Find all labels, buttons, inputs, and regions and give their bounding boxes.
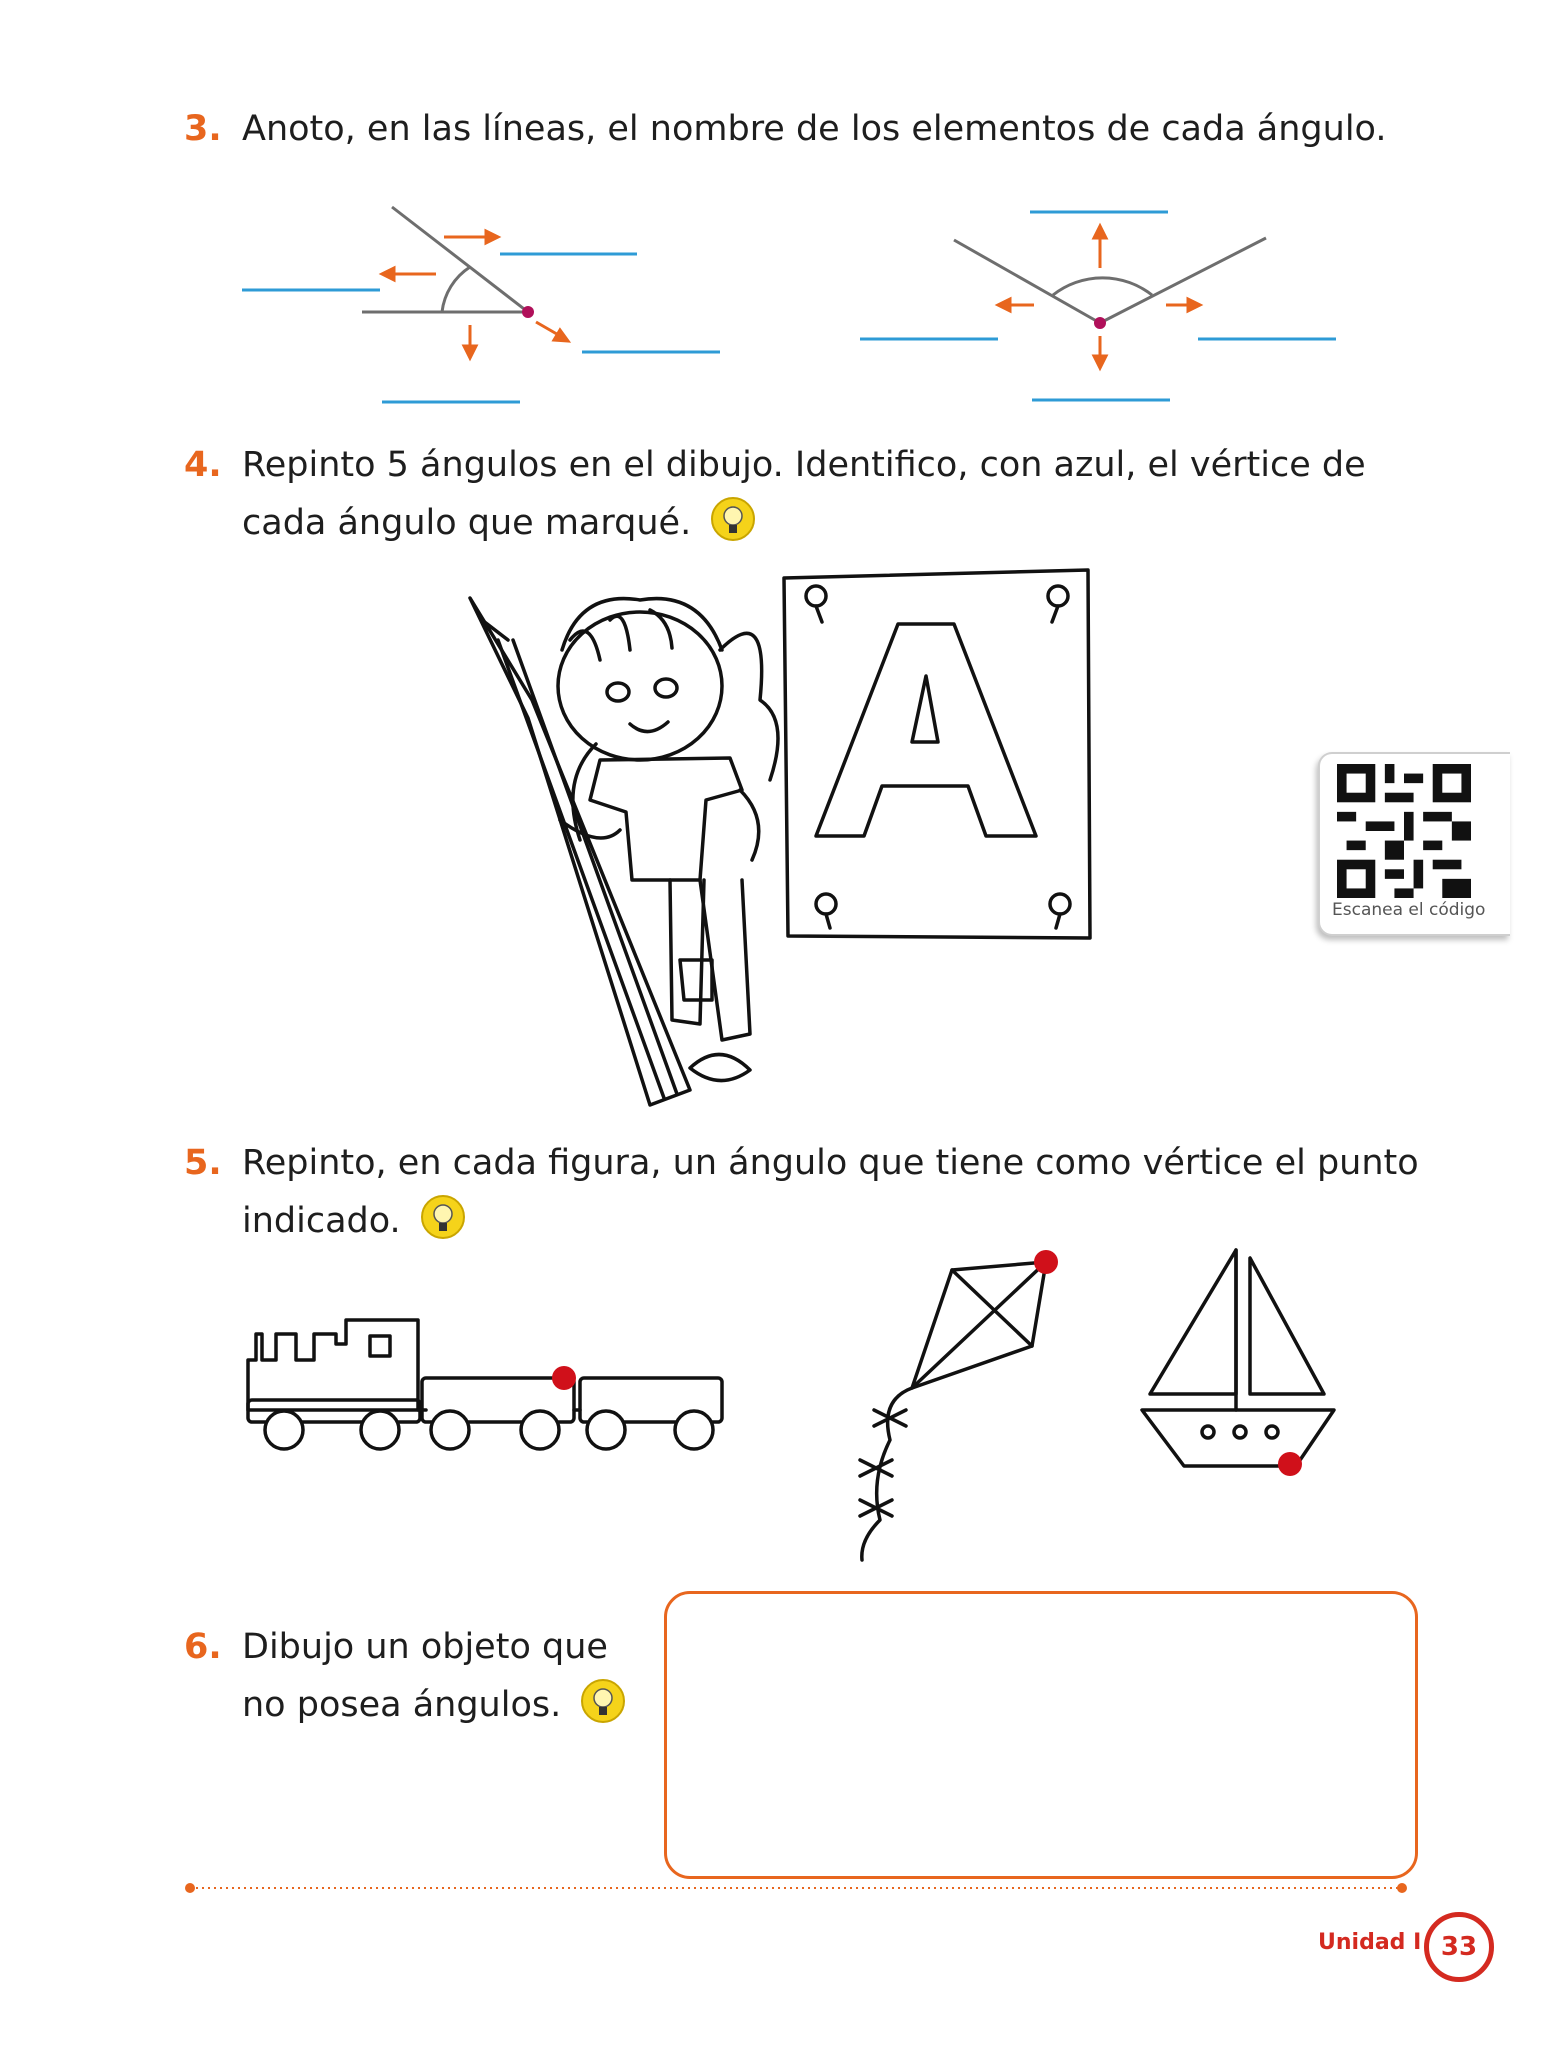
page-number: 33 (1424, 1912, 1494, 1982)
exercise-number: 3. (184, 109, 222, 149)
exercise-number: 4. (184, 445, 222, 485)
exercise-text: Anoto, en las líneas, el nombre de los elementos de cada ángulo. (242, 109, 1387, 149)
unit-label: Unidad I (1318, 1930, 1422, 1955)
exercise-text-line2: indicado. (242, 1201, 401, 1241)
exercise-number: 6. (184, 1627, 222, 1667)
qr-caption: Escanea el código (1332, 900, 1486, 920)
exercise-number: 5. (184, 1143, 222, 1183)
exercise-text-line1: Repinto 5 ángulos en el dibujo. Identifico, con azul, el vértice de (242, 445, 1366, 485)
exercise-text-line1: Repinto, en cada figura, un ángulo que tiene como vértice el punto (242, 1143, 1419, 1183)
exercise-text-line2: no posea ángulos. (242, 1685, 562, 1725)
exercise-text-line2: cada ángulo que marqué. (242, 503, 692, 543)
exercise-text-line1: Dibujo un objeto que (242, 1627, 608, 1667)
